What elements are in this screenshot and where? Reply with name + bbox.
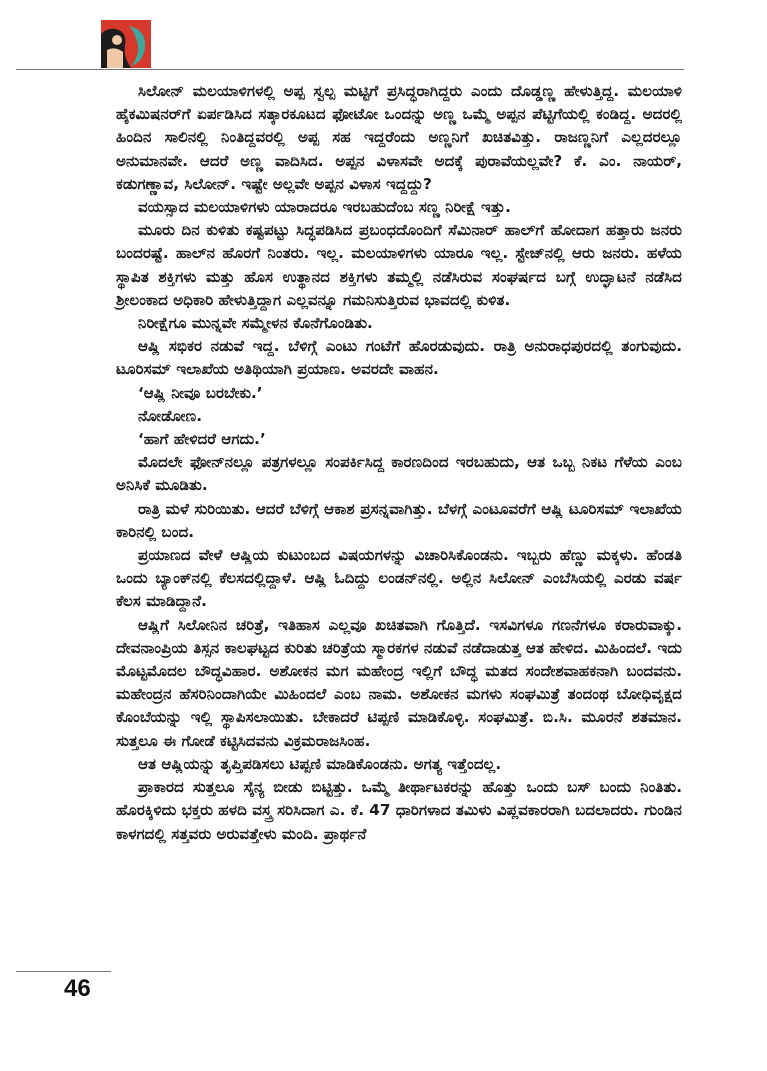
paragraph: ಮೂರು ದಿನ ಕುಳಿತು ಕಷ್ಟಪಟ್ಟು ಸಿದ್ಧಪಡಿಸಿದ ಪ್ರಬಂಧದೊಂದಿಗೆ ಸೆಮಿನಾರ್ ಹಾಲ್‌ಗೆ ಹೋದಾಗ ಹತ್ತಾರು ಜನರು ಬಂದರಷ್ಟೆ. ಹಾಲ್‌ನ ಹೊರಗೆ ನಿಂತರು. ಇಲ್ಲ. ಮಲಯಾಳಿಗಳು ಯಾರೂ ಇಲ್ಲ. ಸ್ಟೇಜ್‌ನಲ್ಲಿ ಆರು ಜನರು. ಹಳೆಯ ಸ್ಥಾಪಿತ ಶಕ್ತಿಗಳು ಮತ್ತು ಹೊಸ ಉತ್ಥಾನದ ಶಕ್ತಿಗಳು ತಮ್ಮಲ್ಲಿ ನಡೆಸಿರುವ ಸಂಘರ್ಷದ ಬಗ್ಗೆ ಉದ್ಘಾಟನೆ ನಡೆಸಿದ ಶ್ರೀಲಂಕಾದ ಅಧಿಕಾರಿ ಹೇಳುತ್ತಿದ್ದಾಗ ಎಲ್ಲವನ್ನೂ ಗಮನಿಸುತ್ತಿರುವ ಭಾವದಲ್ಲಿ ಕುಳಿತ.	[116, 221, 682, 309]
paragraph: ಆಷ್ಲಿ ಸಭಿಕರ ನಡುವೆ ಇದ್ದ. ಬೆಳಿಗ್ಗೆ ಎಂಟು ಗಂಟೆಗೆ ಹೊರಡುವುದು. ರಾತ್ರಿ ಅನುರಾಧಪುರದಲ್ಲಿ ತಂಗುವುದು. ಟೂರಿಸಮ್ ಇಲಾಖೆಯ ಅತಿಥಿಯಾಗಿ ಪ್ರಯಾಣ. ಅವರದೇ ವಾಹನ.	[116, 337, 682, 379]
paragraph: ಸಿಲೋನ್ ಮಲಯಾಳಿಗಳಲ್ಲಿ ಅಪ್ಪ ಸ್ವಲ್ಪ ಮಟ್ಟಿಗೆ ಪ್ರಸಿದ್ಧರಾಗಿದ್ದರು ಎಂದು ದೊಡ್ಡಣ್ಣ ಹೇಳುತ್ತಿದ್ದ. ಮಲಯಾಳಿ ಹೈಕಮಿಷನರ್‌ಗೆ ಏರ್ಪಡಿಸಿದ ಸತ್ಕಾರಕೂಟದ ಫೋಟೋ ಒಂದನ್ನು ಅಣ್ಣ ಒಮ್ಮೆ ಅಪ್ಪನ ಪೆಟ್ಟಿಗೆಯಲ್ಲಿ ಕಂಡಿದ್ದ. ಅದರಲ್ಲಿ ಹಿಂದಿನ ಸಾಲಿನಲ್ಲಿ ನಿಂತಿದ್ದವರಲ್ಲಿ ಅಪ್ಪ ಸಹ ಇದ್ದರೆಂದು ಅಣ್ಣನಿಗೆ ಖಚಿತವಿತ್ತು. ರಾಜಣ್ಣನಿಗೆ ಎಲ್ಲದರಲ್ಲೂ ಅನುಮಾನವೇ. ಆದರೆ ಅಣ್ಣ ವಾದಿಸಿದ. ಅಪ್ಪನ ವಿಳಾಸವೇ ಅದಕ್ಕೆ ಪುರಾವೆಯಲ್ಲವೇ? ಕೆ. ಎಂ. ನಾಯರ್, ಕಡುಗಣ್ಣಾವ, ಸಿಲೋನ್. ಇಷ್ಟೇ ಅಲ್ಲವೇ ಅಪ್ಪನ ವಿಳಾಸ ಇದ್ದದ್ದು?	[116, 82, 682, 193]
paragraph: ನಿರೀಕ್ಷೆಗೂ ಮುನ್ನವೇ ಸಮ್ಮೇಳನ ಕೊನೆಗೊಂಡಿತು.	[138, 314, 373, 333]
page-number: 46	[64, 975, 91, 1002]
paragraph: ‘ಹಾಗೆ ಹೇಳಿದರೆ ಆಗದು.’	[138, 430, 266, 449]
magazine-logo	[101, 20, 151, 68]
logo-graphic	[101, 20, 151, 68]
paragraph: ಆಷ್ಲಿಗೆ ಸಿಲೋನಿನ ಚರಿತ್ರೆ, ಇತಿಹಾಸ ಎಲ್ಲವೂ ಖಚಿತವಾಗಿ ಗೊತ್ತಿದೆ. ಇಸವಿಗಳೂ ಗಣನೆಗಳೂ ಕರಾರುವಾಕ್ಕು. ದೇವನಾಂಪ್ರಿಯ ತಿಸ್ಸನ ಕಾಲಘಟ್ಟದ ಕುರಿತು ಚರಿತ್ರೆಯ ಸ್ಮಾರಕಗಳ ನಡುವೆ ನಡೆದಾಡುತ್ತ ಆತ ಹೇಳಿದ. ಮಿಹಿಂದಲೆ. ಇದು ಮೊಟ್ಟಮೊದಲ ಬೌದ್ಧವಿಹಾರ. ಅಶೋಕನ ಮಗ ಮಹೇಂದ್ರ ಇಲ್ಲಿಗೆ ಬೌದ್ಧ ಮತದ ಸಂದೇಶವಾಹಕನಾಗಿ ಬಂದವನು. ಮಹೇಂದ್ರನ ಹೆಸರಿನಿಂದಾಗಿಯೇ ಮಿಹಿಂದಲೆ ಎಂಬ ನಾಮ. ಅಶೋಕನ ಮಗಳು ಸಂಘಮಿತ್ರೆ ತಂದಂಥ ಬೋಧಿವೃಕ್ಷದ ಕೊಂಬೆಯನ್ನು ಇಲ್ಲಿ ಸ್ಥಾಪಿಸಲಾಯಿತು. ಬೇಕಾದರೆ ಟಿಪ್ಪಣಿ ಮಾಡಿಕೊಳ್ಳಿ. ಸಂಘಮಿತ್ರೆ. ಬಿ.ಸಿ. ಮೂರನೆ ಶತಮಾನ. ಸುತ್ತಲೂ ಈ ಗೋಡೆ ಕಟ್ಟಿಸಿದವನು ವಿಕ್ರಮರಾಜಸಿಂಹ.	[116, 615, 682, 750]
paragraph: ನೋಡೋಣ.	[138, 406, 202, 425]
footer-divider	[16, 971, 111, 972]
paragraph: ರಾತ್ರಿ ಮಳೆ ಸುರಿಯಿತು. ಆದರೆ ಬೆಳಿಗ್ಗೆ ಆಕಾಶ ಪ್ರಸನ್ನವಾಗಿತ್ತು. ಬೆಳಗ್ಗೆ ಎಂಟೂವರೆಗೆ ಆಷ್ಲಿ ಟೂರಿಸಮ್ ಇಲಾಖೆಯ ಕಾರಿನಲ್ಲಿ ಬಂದ.	[116, 499, 682, 541]
paragraph: ಮೊದಲೇ ಫೋನ್‌ನಲ್ಲೂ ಪತ್ರಗಳಲ್ಲೂ ಸಂಪರ್ಕಿಸಿದ್ದ ಕಾರಣದಿಂದ ಇರಬಹುದು, ಆತ ಒಬ್ಬ ನಿಕಟ ಗೆಳೆಯ ಎಂಬ ಅನಿಸಿಕೆ ಮೂಡಿತು.	[116, 453, 682, 495]
paragraph: ಪ್ರಯಾಣದ ವೇಳೆ ಆಷ್ಲಿಯ ಕುಟುಂಬದ ವಿಷಯಗಳನ್ನು ವಿಚಾರಿಸಿಕೊಂಡನು. ಇಬ್ಬರು ಹೆಣ್ಣು ಮಕ್ಕಳು. ಹೆಂಡತಿ ಒಂದು ಬ್ಯಾಂಕ್‌ನಲ್ಲಿ ಕೆಲಸದಲ್ಲಿದ್ದಾಳೆ. ಆಷ್ಲಿ ಓದಿದ್ದು ಲಂಡನ್‌ನಲ್ಲಿ. ಅಲ್ಲಿನ ಸಿಲೋನ್ ಎಂಬೆಸಿಯಲ್ಲಿ ಎರಡು ವರ್ಷ ಕೆಲಸ ಮಾಡಿದ್ದಾನೆ.	[116, 546, 682, 611]
article-body	[116, 80, 682, 846]
paragraph: ‘ಆಷ್ಲಿ ನೀವೂ ಬರಬೇಕು.’	[138, 383, 263, 402]
header-divider	[16, 69, 684, 70]
paragraph: ಪ್ರಾಕಾರದ ಸುತ್ತಲೂ ಸೈನ್ಯ ಬೀಡು ಬಿಟ್ಟಿತ್ತು. ಒಮ್ಮೆ ತೀರ್ಥಾಟಕರನ್ನು ಹೊತ್ತು ಒಂದು ಬಸ್ ಬಂದು ನಿಂತಿತು. ಹೊರಕ್ಕಿಳಿದು ಭಕ್ತರು ಹಳದಿ ವಸ್ತ್ರ ಸರಿಸಿದಾಗ ಎ. ಕೆ. 47 ಧಾರಿಗಳಾದ ತಮಿಳು ವಿಪ್ಲವಕಾರರಾಗಿ ಬದಲಾದರು. ಗುಂಡಿನ ಕಾಳಗದಲ್ಲಿ ಸತ್ತವರು ಅರುವತ್ತೇಳು ಮಂದಿ. ಪ್ರಾರ್ಥನೆ	[116, 778, 682, 843]
paragraph: ಆತ ಆಷ್ಲಿಯನ್ನು ತೃಪ್ತಿಪಡಿಸಲು ಟಿಪ್ಪಣಿ ಮಾಡಿಕೊಂಡನು. ಅಗತ್ಯ ಇತ್ತೆಂದಲ್ಲ.	[138, 754, 502, 773]
paragraph: ವಯಸ್ಸಾದ ಮಲಯಾಳಿಗಳು ಯಾರಾದರೂ ಇರಬಹುದೆಂಬ ಸಣ್ಣ ನಿರೀಕ್ಷೆ ಇತ್ತು.	[138, 198, 511, 217]
